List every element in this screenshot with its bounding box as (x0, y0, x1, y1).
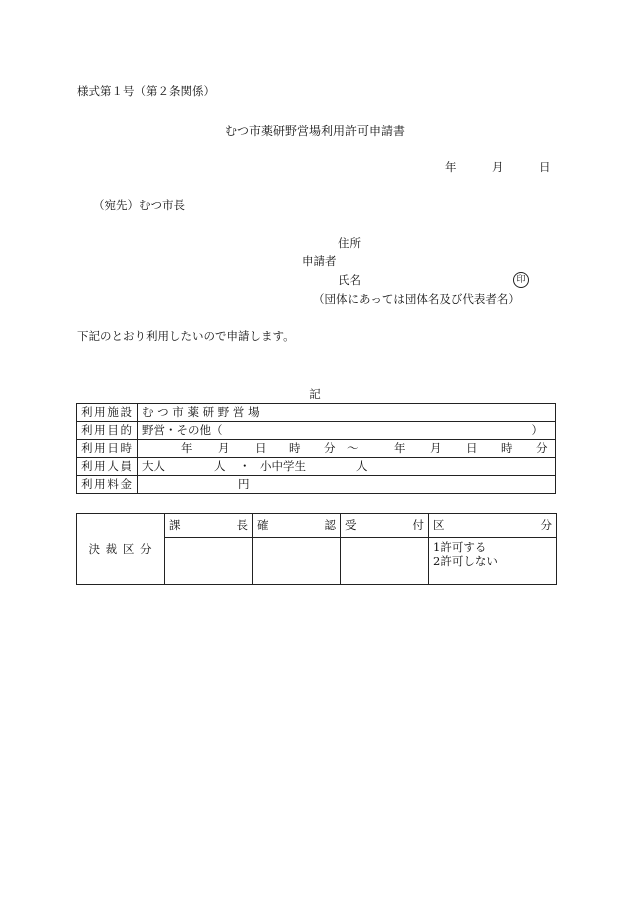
applicant-label: 申請者 (302, 254, 337, 268)
decision-label: 決 裁 区 分 (88, 541, 153, 556)
people-adult-label: 大人 (142, 459, 165, 473)
purpose-close: ） (531, 423, 543, 437)
date-day-label: 日 (539, 160, 551, 174)
people-child-label: 小中学生 (260, 459, 306, 473)
datetime-label: 利用日時 (77, 440, 138, 458)
dt-start-month: 月 (218, 441, 230, 455)
people-adult-unit: 人 (214, 459, 226, 473)
dt-start-day: 日 (255, 441, 267, 455)
uketsuke-char-1: 受 (345, 518, 357, 532)
people-row (77, 458, 556, 476)
seal-mark: 印 (513, 272, 529, 288)
people-child-unit: 人 (356, 459, 368, 473)
decision-table (76, 513, 557, 585)
kubun-char-2: 分 (540, 518, 552, 532)
fee-label: 利用料金 (77, 476, 138, 494)
facility-value: む つ 市 薬 研 野 営 場 (138, 404, 556, 422)
people-separator: ・ (239, 459, 251, 473)
document-title: むつ市薬研野営場利用許可申請書 (224, 124, 405, 138)
uketsuke-char-2: 付 (412, 518, 424, 532)
request-statement: 下記のとおり利用したいので申請します。 (77, 329, 295, 343)
purpose-label: 利用目的 (77, 422, 138, 440)
kacho-char-1: 課 (169, 518, 181, 532)
applicant-address-label: 住所 (338, 236, 361, 250)
date-year-label: 年 (445, 160, 457, 174)
dt-end-year: 年 (394, 441, 406, 455)
facility-label: 利用施設 (77, 404, 138, 422)
dt-end-month: 月 (430, 441, 442, 455)
dt-end-day: 日 (466, 441, 478, 455)
datetime-row (77, 440, 556, 458)
people-label: 利用人員 (77, 458, 138, 476)
kakunin-char-1: 確 (257, 518, 269, 532)
dt-end-minute: 分 (536, 441, 548, 455)
dt-end-hour: 時 (501, 441, 513, 455)
kacho-header (165, 514, 253, 538)
fee-row (77, 476, 556, 494)
dt-start-year: 年 (181, 441, 193, 455)
option-approve: 1許可する (433, 540, 487, 554)
decision-header-row (77, 514, 557, 538)
people-field[interactable] (138, 458, 556, 476)
decision-label-cell (77, 514, 165, 585)
kacho-char-2: 長 (236, 518, 248, 532)
dt-start-hour: 時 (289, 441, 301, 455)
purpose-value: 野営・その他（ (142, 423, 223, 437)
purpose-row (77, 422, 556, 440)
kubun-char-1: 区 (433, 518, 445, 532)
uketsuke-header (341, 514, 429, 538)
form-number: 様式第１号（第２条関係） (77, 84, 215, 98)
addressee: （宛先）むつ市長 (93, 198, 185, 212)
date-month-label: 月 (492, 160, 504, 174)
applicant-note: （団体にあっては団体名及び代表者名） (313, 292, 520, 306)
purpose-field[interactable] (138, 422, 556, 440)
datetime-field[interactable] (138, 440, 556, 458)
kakunin-char-2: 認 (324, 518, 336, 532)
kubun-header (429, 514, 557, 538)
kakunin-stamp-cell[interactable] (253, 538, 341, 585)
facility-row (77, 404, 556, 422)
applicant-name-label: 氏名 (338, 273, 361, 287)
kakunin-header (253, 514, 341, 538)
fee-field[interactable] (138, 476, 556, 494)
kacho-stamp-cell[interactable] (165, 538, 253, 585)
dt-start-minute: 分 (324, 441, 336, 455)
fee-unit: 円 (238, 477, 250, 491)
dt-range-tilde: ～ (347, 441, 359, 455)
ki-heading: 記 (309, 387, 321, 401)
option-reject: 2許可しない (433, 554, 498, 568)
kubun-options-cell[interactable] (429, 538, 557, 585)
uketsuke-stamp-cell[interactable] (341, 538, 429, 585)
usage-table (76, 403, 556, 494)
